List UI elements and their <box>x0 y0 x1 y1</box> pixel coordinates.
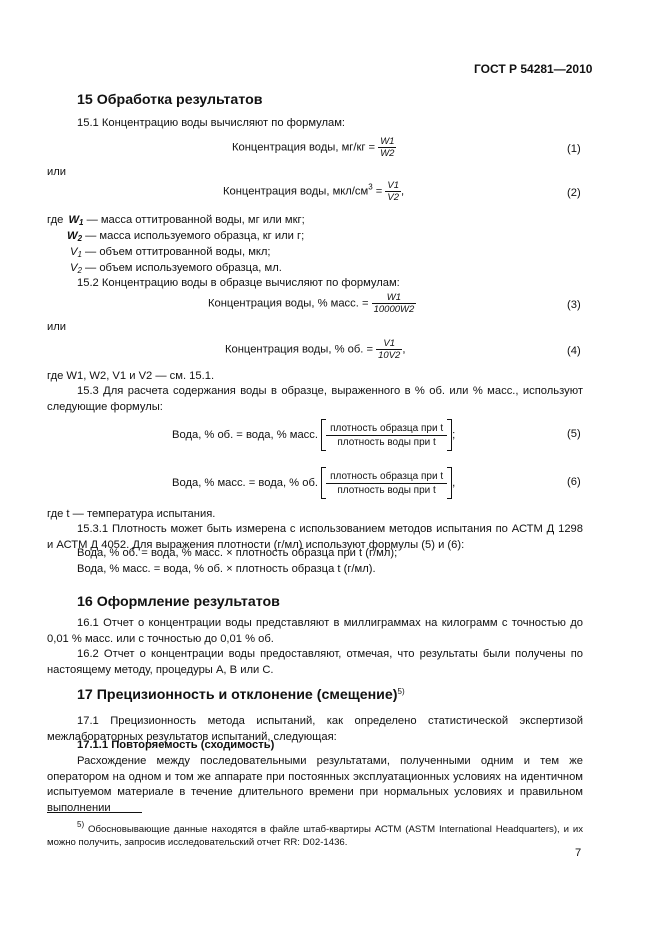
formula-6-tail: , <box>452 476 456 489</box>
formula-4-fraction <box>376 338 402 361</box>
page-number: 7 <box>575 847 582 859</box>
formula-5-fraction <box>326 422 447 449</box>
formula-5-den: плотность воды при t <box>326 435 447 449</box>
formula-2-eq: = <box>372 185 383 198</box>
v2-def: — объем используемого образца, мл. <box>85 262 282 274</box>
where-w1: где $W_1$ — масса оттитрованной воды, мг или мкг; <box>47 214 305 227</box>
formula-3 <box>208 292 416 315</box>
formula-5-tail: ; <box>452 428 456 441</box>
where-v2: $V_2$ — объем используемого образца, мл. <box>70 262 282 275</box>
eq-number-2: (2) <box>567 187 581 199</box>
footnote <box>47 818 583 849</box>
where-v1: $V_1$ — объем оттитрованной воды, мкл; <box>70 246 271 259</box>
formula-2-sup: 3 <box>368 182 373 192</box>
formula-2-label: Концентрация воды, мкл/см <box>223 185 369 198</box>
para-15-3-1: 15.3.1 Плотность может быть измерена с использованием методов испытания по АСТМ Д 1298 и АСТМ Д 4052. Для выражения плотности (г/мл) используют формулы (5) и (6): <box>47 523 583 551</box>
formula-1-den: W2 <box>380 148 395 159</box>
para-15-3: 15.3 Для расчета содержания воды в образце, выраженного в % об. или % масс., используют следующие формулы: <box>47 385 583 413</box>
formula-2-fraction <box>385 180 401 203</box>
eq-number-6: (6) <box>567 476 581 488</box>
para-17-1-1: Расхождение между последовательными результатами, полученными одним и тем же оператором на одном и том же аппарате при постоянных эксплуатационных условиях на идентичном испытуемом материале в течение длительного времени при нормальных условиях и правильном выполнении <box>47 755 583 814</box>
para-16-1: 16.1 Отчет о концентрации воды представляют в миллиграммах на килограмм с точностью до 0,01 % масс. или с точностью до 0,01 % об. <box>47 617 583 645</box>
formula-6-fraction <box>326 470 447 497</box>
formula-4-label: Концентрация воды, % об. = <box>225 343 374 356</box>
where-w2: $W_2$ — масса используемого образца, кг или г; <box>67 230 305 243</box>
formula-2-den: V2 <box>387 192 400 203</box>
formula-3-fraction <box>372 292 417 315</box>
footnote-text: Обосновывающие данные находятся в файле штаб-квартиры АСТМ (ASTM International Headquarters), и их можно получить, запросив исследовательский отчет RR: D02-1436. <box>47 824 584 848</box>
formula-1-num: W1 <box>380 136 395 147</box>
formula-5 <box>172 419 455 451</box>
formula-1-label: Концентрация воды, мг/кг = <box>232 141 376 154</box>
section-17-title-text: 17 Прецизионность и отклонение (смещение) <box>77 687 398 703</box>
formula-6-num: плотность образца при t <box>330 470 444 482</box>
section-17-footnote-ref: 5) <box>397 687 405 696</box>
formula-4-comma: , <box>402 343 406 356</box>
formula-6-den: плотность воды при t <box>326 483 447 497</box>
formula-6 <box>172 467 455 499</box>
w1-def: — масса оттитрованной воды, мг или мкг; <box>86 214 305 226</box>
see-15-1: где W1, W2, V1 и V2 — см. 15.1. <box>47 370 215 382</box>
formula-1-fraction <box>378 136 396 159</box>
para-17-1: 17.1 Прецизионность метода испытаний, как определено статистической экспертизой межлабораторных результатов испытаний, следующая: <box>47 715 583 743</box>
or-2: или <box>47 321 67 333</box>
formula-2-num: V1 <box>387 180 400 191</box>
formula-1 <box>232 136 396 159</box>
v1-def: — объем оттитрованной воды, мкл; <box>85 246 271 258</box>
where-intro: где <box>47 214 64 226</box>
para-15-2: 15.2 Концентрацию воды в образце вычисляют по формулам: <box>77 277 400 289</box>
para-16-2: 16.2 Отчет о концентрации воды предоставляют, отмечая, что результаты были получены по настоящему методу, процедуры А, В или С. <box>47 648 583 676</box>
formula-2 <box>223 180 404 203</box>
formula-4-num: V1 <box>383 338 396 349</box>
eq-number-1: (1) <box>567 143 581 155</box>
formula-3-num: W1 <box>386 292 402 303</box>
formula-5-num: плотность образца при t <box>330 422 444 434</box>
doc-id: ГОСТ Р 54281—2010 <box>474 62 593 76</box>
formula-4 <box>225 338 405 361</box>
eq-number-5: (5) <box>567 428 581 440</box>
or-1: или <box>47 166 67 178</box>
formula-6-label: Вода, % масс. = вода, % об. <box>172 476 318 489</box>
eq-number-3: (3) <box>567 299 581 311</box>
formula-4-den: 10V2 <box>378 350 401 361</box>
formula-5-label: Вода, % об. = вода, % масс. <box>172 428 318 441</box>
formula-3-label: Концентрация воды, % масс. = <box>208 297 369 310</box>
formula-2-comma: , <box>401 185 405 198</box>
formula-line-2: Вода, % масс. = вода, % об. × плотность образца t (г/мл). <box>77 563 376 575</box>
footnote-separator <box>47 812 142 813</box>
subsection-17-1-1: 17.1.1 Повторяемость (сходимость) <box>77 739 275 751</box>
formula-line-1: Вода, % об. = вода, % масс. × плотность образца при t (г/мл); <box>77 547 398 559</box>
footnote-mark: 5) <box>77 820 85 829</box>
w2-def: — масса используемого образца, кг или г; <box>85 230 305 242</box>
section-16-title: 16 Оформление результатов <box>77 594 280 610</box>
eq-number-4: (4) <box>567 345 581 357</box>
para-15-1: 15.1 Концентрацию воды вычисляют по формулам: <box>77 117 346 129</box>
formula-3-den: 10000W2 <box>373 304 415 315</box>
t-definition: где t — температура испытания. <box>47 508 216 520</box>
section-17-title <box>77 687 405 703</box>
section-15-title: 15 Обработка результатов <box>77 92 263 108</box>
